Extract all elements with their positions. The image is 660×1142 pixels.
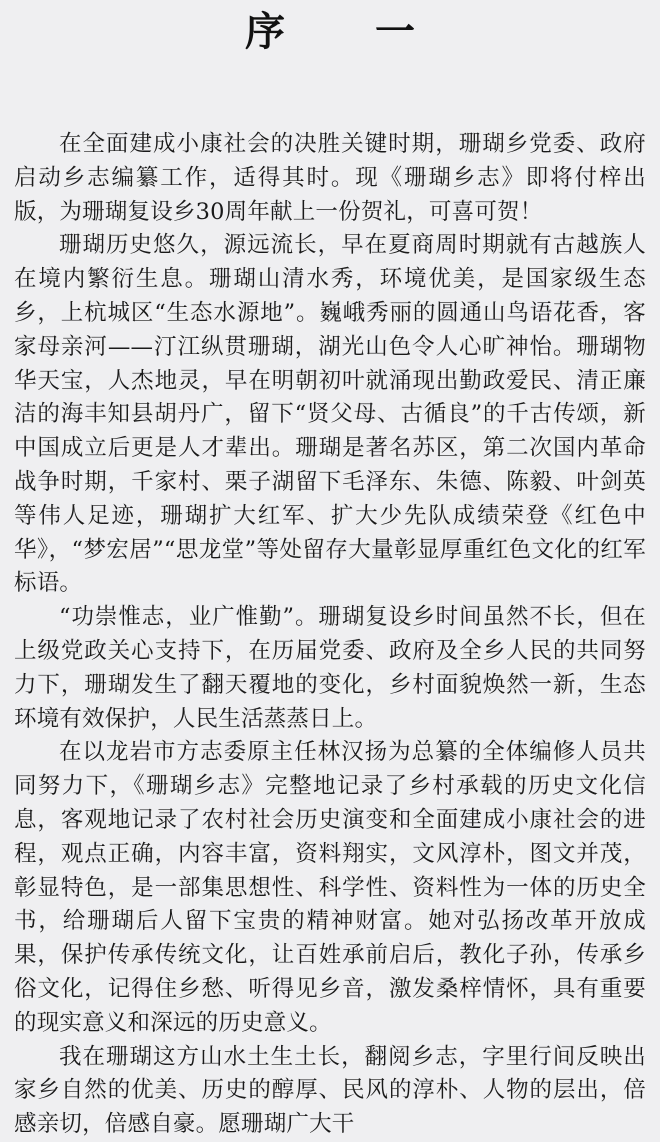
page-title	[0, 6, 660, 58]
paragraph: 珊瑚历史悠久，源远流长，早在夏商周时期就有古越族人在境内繁衍生息。珊瑚山清水秀，环境优美，是国家级生态乡，上杭城区“生态水源地”。巍峨秀丽的圆通山鸟语花香，客家母亲河——汀江纵贯珊瑚，湖光山色令人心旷神怡。珊瑚物华天宝，人杰地灵，早在明朝初叶就涌现出勤政爱民、清正廉洁的海丰知县胡丹广，留下“贤父母、古循良”的千古传颂，新中国成立后更是人才辈出。珊瑚是著名苏区，第二次国内革命战争时期，千家村、栗子湖留下毛泽东、朱德、陈毅、叶剑英等伟人足迹，珊瑚扩大红军、扩大少先队成绩荣登《红色中华》，“梦宏居”“思龙堂”等处留存大量彰显厚重红色文化的红军标语。	[14, 232, 646, 597]
paragraph: 我在珊瑚这方山水土生土长，翻阅乡志，字里行间反映出家乡自然的优美、历史的醇厚、民风的淳朴、人物的层出，倍感亲切，倍感自豪。愿珊瑚广大干	[14, 1043, 646, 1138]
paragraph: “功崇惟志，业广惟勤”。珊瑚复设乡时间虽然不长，但在上级党政关心支持下，在历届党委、政府及全乡人民的共同努力下，珊瑚发生了翻天覆地的变化，乡村面貌焕然一新，生态环境有效保护，人民生活蒸蒸日上。	[14, 604, 646, 732]
title-char-1: 序	[245, 8, 285, 55]
paragraph: 在以龙岩市方志委原主任林汉扬为总纂的全体编修人员共同努力下，《珊瑚乡志》完整地记录了乡村承载的历史文化信息，客观地记录了农村社会历史演变和全面建成小康社会的进程，观点正确，内容丰富，资料翔实，文风淳朴，图文并茂，彰显特色，是一部集思想性、科学性、资料性为一体的历史全书，给珊瑚后人留下宝贵的精神财富。她对弘扬改革开放成果，保护传承传统文化，让百姓承前启后，教化子孙，传承乡俗文化，记得住乡愁、听得见乡音，激发桑梓情怀，具有重要的现实意义和深远的历史意义。	[14, 739, 646, 1036]
document-body	[14, 128, 646, 1142]
title-char-2: 一	[375, 8, 415, 55]
paragraph: 在全面建成小康社会的决胜关键时期，珊瑚乡党委、政府启动乡志编纂工作，适得其时。现《珊瑚乡志》即将付梓出版，为珊瑚复设乡30周年献上一份贺礼，可喜可贺！	[14, 131, 646, 225]
